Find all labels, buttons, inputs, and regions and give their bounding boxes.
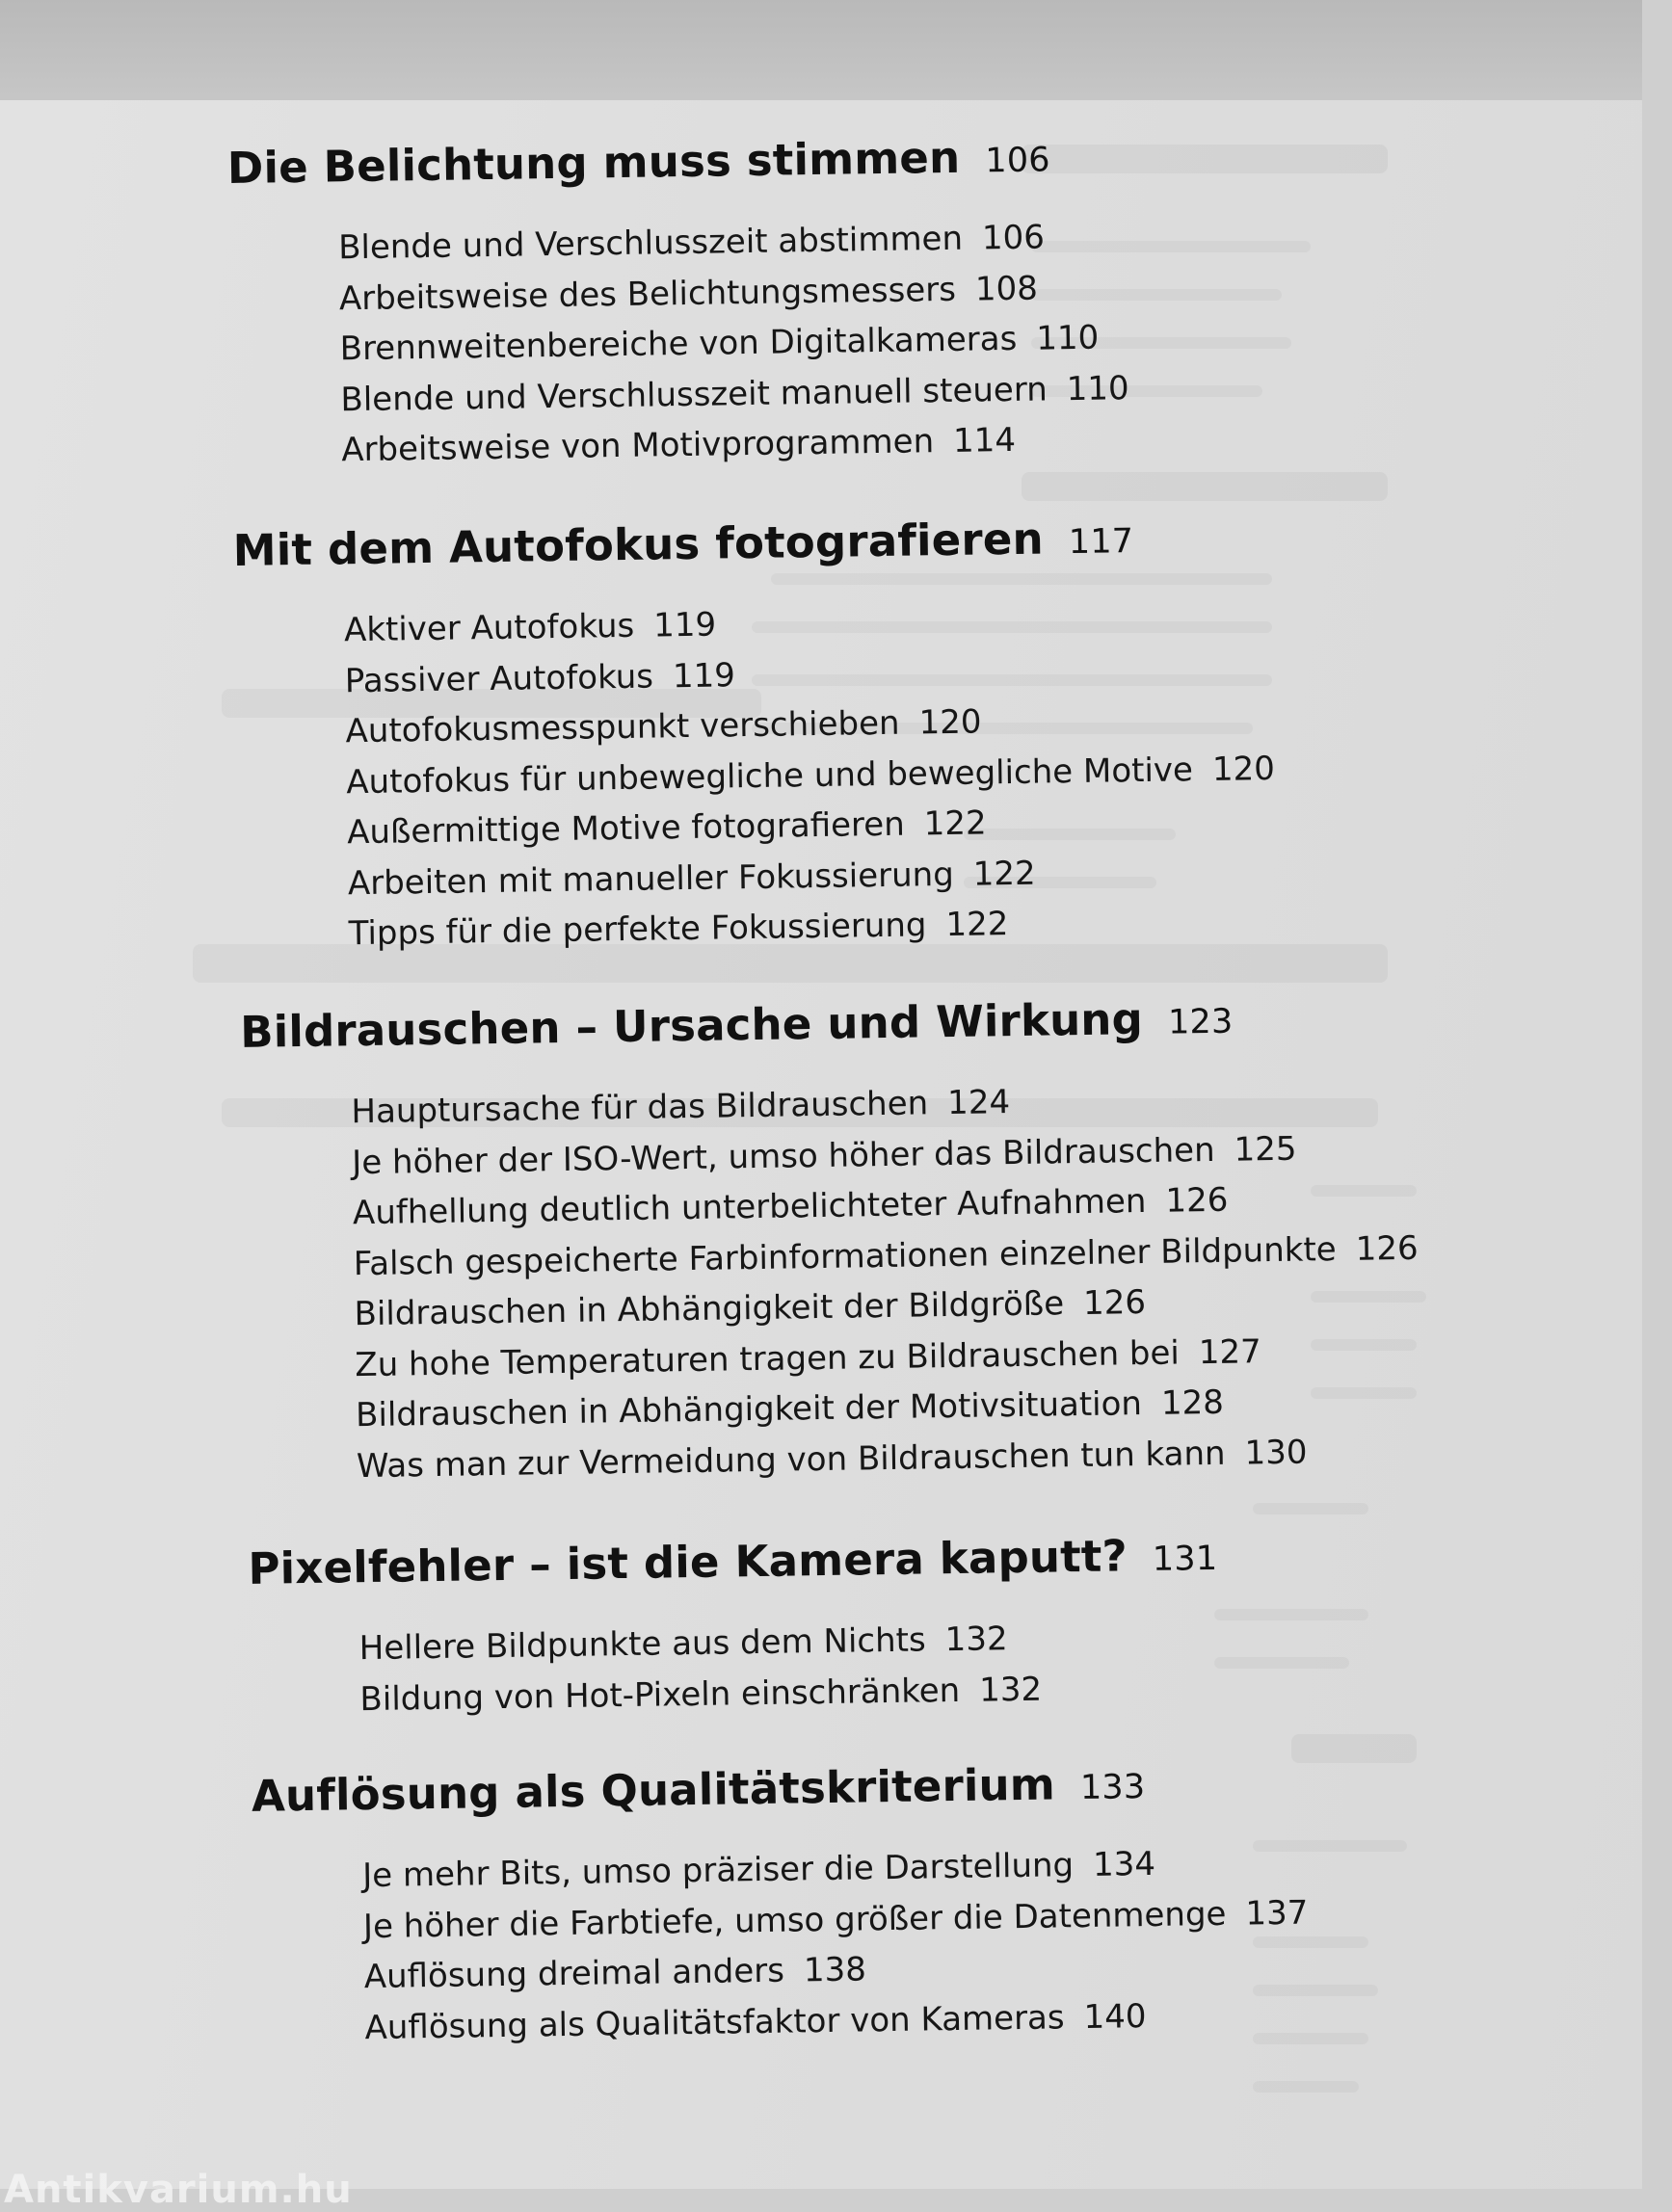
entry-title: Brennweitenbereiche von Digitalkameras — [339, 319, 1018, 369]
entry-title: Autofokus für unbewegliche und bewegliche Motive — [346, 750, 1194, 802]
toc-section — [240, 989, 1421, 1493]
entry-page-number: 108 — [974, 269, 1039, 309]
section-heading — [227, 129, 1127, 194]
entry-list — [344, 592, 1278, 960]
entry-title: Außermittige Motive fotografieren — [346, 804, 906, 853]
entry-list — [338, 211, 1130, 476]
entry-title: Bildung von Hot-Pixeln einschränken — [359, 1671, 961, 1719]
entry-page-number: 125 — [1234, 1129, 1297, 1170]
toc-section — [248, 1529, 1220, 1726]
entry-title: Aktiver Autofokus — [343, 606, 635, 650]
entry-page-number: 122 — [923, 803, 987, 844]
entry-title: Blende und Verschlusszeit manuell steuern — [340, 369, 1048, 419]
entry-page-number: 119 — [652, 605, 717, 645]
toc-entry — [341, 413, 1130, 476]
entry-list — [351, 1071, 1421, 1491]
toc-section — [227, 129, 1130, 477]
entry-title: Je höher der ISO-Wert, umso höher das Bildrauschen — [351, 1130, 1215, 1182]
entry-title: Arbeitsweise des Belichtungsmessers — [338, 270, 957, 318]
entry-page-number: 110 — [1066, 368, 1129, 408]
entry-page-number: 124 — [946, 1083, 1011, 1123]
entry-title: Falsch gespeicherte Farbinformationen einzelner Bildpunkte — [353, 1229, 1337, 1283]
entry-title: Auflösung als Qualitätsfaktor von Kameras — [364, 1997, 1065, 2047]
watermark-text: Antikvarium.hu — [4, 2168, 353, 2212]
entry-page-number: 137 — [1245, 1893, 1309, 1934]
entry-page-number: 126 — [1355, 1228, 1419, 1269]
entry-title: Tipps für die perfekte Fokussierung — [348, 906, 927, 954]
section-page-number: 117 — [1068, 522, 1134, 563]
section-heading — [252, 1755, 1307, 1822]
entry-list — [362, 1837, 1310, 2054]
entry-page-number: 134 — [1092, 1844, 1156, 1884]
entry-title: Bildrauschen in Abhängigkeit der Bildgröße — [354, 1284, 1065, 1334]
entry-page-number: 110 — [1035, 318, 1100, 358]
entry-page-number: 119 — [672, 655, 736, 696]
entry-title: Je mehr Bits, umso präziser die Darstellung — [361, 1846, 1075, 1896]
entry-page-number: 120 — [1211, 749, 1276, 789]
entry-title: Was man zur Vermeidung von Bildrauschen tun kann — [356, 1434, 1226, 1486]
entry-page-number: 106 — [981, 218, 1046, 258]
entry-title: Blende und Verschlusszeit abstimmen — [337, 219, 964, 268]
section-page-number: 131 — [1152, 1539, 1218, 1579]
entry-page-number: 126 — [1082, 1282, 1147, 1323]
entry-page-number: 122 — [945, 905, 1009, 945]
entry-page-number: 128 — [1160, 1382, 1225, 1423]
entry-title: Passiver Autofokus — [344, 657, 654, 700]
section-title: Die Belichtung muss stimmen — [226, 131, 961, 194]
entry-page-number: 138 — [803, 1950, 867, 1990]
entry-page-number: 126 — [1165, 1180, 1229, 1221]
entry-page-number: 132 — [978, 1670, 1043, 1710]
section-title: Auflösung als Qualitätskriterium — [251, 1758, 1056, 1822]
section-heading — [232, 510, 1271, 576]
entry-title: Aufhellung deutlich unterbelichteter Aufnahmen — [352, 1181, 1147, 1233]
section-page-number: 133 — [1079, 1768, 1146, 1808]
section-heading — [248, 1529, 1218, 1594]
entry-title: Arbeiten mit manueller Fokussierung — [347, 855, 955, 903]
entry-page-number: 140 — [1083, 1996, 1147, 2037]
entry-page-number: 114 — [952, 420, 1017, 461]
entry-page-number: 120 — [918, 702, 982, 743]
section-heading — [240, 989, 1416, 1058]
section-title: Mit dem Autofokus fotografieren — [232, 513, 1045, 576]
section-title: Pixelfehler – ist die Kamera kaputt? — [248, 1530, 1128, 1594]
entry-title: Hellere Bildpunkte aus dem Nichts — [358, 1620, 926, 1669]
watermark — [0, 2164, 366, 2212]
entry-page-number: 130 — [1244, 1433, 1308, 1472]
entry-page-number: 132 — [944, 1620, 1008, 1660]
entry-title: Autofokusmesspunkt verschieben — [345, 703, 900, 751]
entry-title: Hauptursache für das Bildrauschen — [351, 1084, 929, 1132]
section-title: Bildrauschen – Ursache und Wirkung — [239, 993, 1144, 1058]
toc-section — [232, 510, 1277, 961]
entry-title: Zu hohe Temperaturen tragen zu Bildrauschen bei — [355, 1332, 1181, 1384]
entry-title: Auflösung dreimal anders — [363, 1951, 785, 1997]
entry-title: Arbeitsweise von Motivprogrammen — [340, 422, 935, 470]
toc-section — [252, 1755, 1311, 2055]
entry-page-number: 127 — [1198, 1331, 1262, 1372]
section-page-number: 106 — [985, 141, 1051, 181]
entry-title: Je höher die Farbtiefe, umso größer die Datenmenge — [362, 1894, 1227, 1946]
entry-page-number: 122 — [972, 854, 1036, 894]
section-page-number: 123 — [1167, 1002, 1234, 1042]
entry-list — [358, 1611, 1219, 1725]
entry-title: Bildrauschen in Abhängigkeit der Motivsituation — [355, 1384, 1143, 1435]
